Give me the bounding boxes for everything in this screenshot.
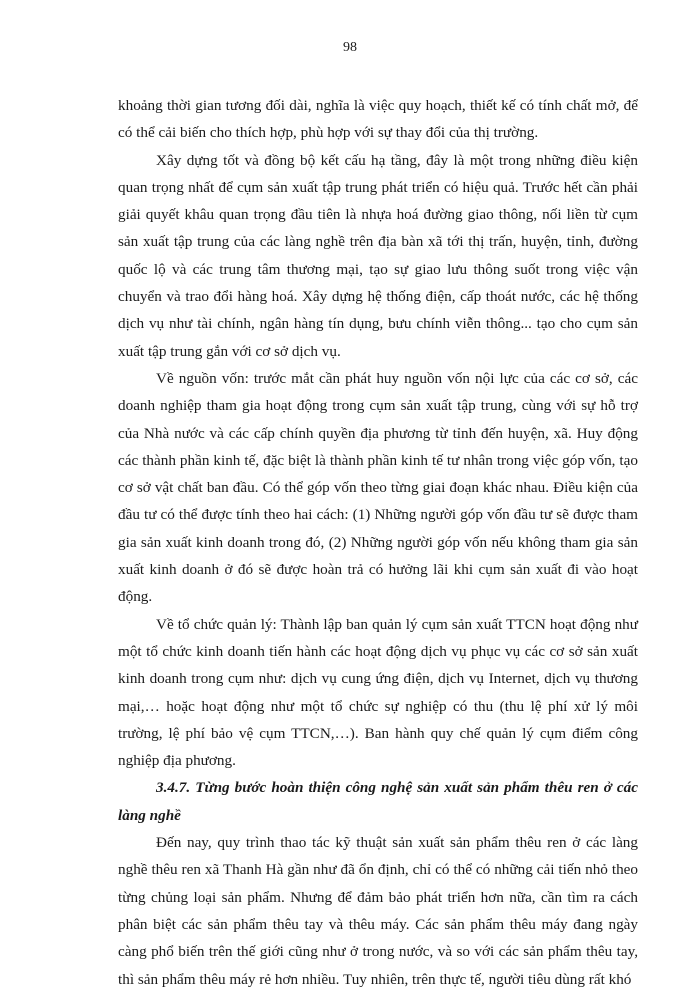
page-number: 98: [343, 40, 357, 55]
paragraph-technology: Đến nay, quy trình thao tác kỹ thuật sản xuất sản phẩm thêu ren ở các làng nghề thêu ren xã Thanh Hà gần như đã ổn định, chỉ có thể có những cải tiến nhỏ theo từng chủng loại sản phẩm. Nhưng để đảm bảo phát triển hơn nữa, cần tìm ra cách phân biệt các sản phẩm thêu tay và thêu máy. Các sản phẩm thêu máy đang ngày càng phổ biến trên thế giới cũng như ở trong nước, và so với các sản phẩm thêu tay, thì sản phẩm thêu máy rẻ hơn nhiều. Tuy nhiên, trên thực tế, người tiêu dùng rất khó: [118, 834, 638, 988]
paragraph-infrastructure: Xây dựng tốt và đồng bộ kết cấu hạ tầng, đây là một trong những điều kiện quan trọng nhất để cụm sản xuất tập trung phát triển có hiệu quả. Trước hết cần phải giải quyết khâu quan trọng đầu tiên là nhựa hoá đường giao thông, nối liền từ cụm sản xuất tập trung của các làng nghề trên địa bàn xã tới thị trấn, huyện, tỉnh, đường quốc lộ và các trung tâm thương mại, tạo sự giao lưu thông suốt trong việc vận chuyển và trao đổi hàng hoá. Xây dựng hệ thống điện, cấp thoát nước, các hệ thống dịch vụ như tài chính, ngân hàng tín dụng, bưu chính viễn thông... tạo cho cụm sản xuất tập trung gắn với cơ sở dịch vụ.: [118, 151, 638, 360]
section-heading: 3.4.7. Từng bước hoàn thiện công nghệ sản xuất sản phẩm thêu ren ở các làng nghề: [118, 779, 638, 824]
paragraph-continuation: khoảng thời gian tương đối dài, nghĩa là việc quy hoạch, thiết kế có tính chất mở, để có thể cải biến cho thích hợp, phù hợp với sự thay đổi của thị trường.: [118, 97, 638, 142]
paragraph-management: Về tổ chức quản lý: Thành lập ban quản lý cụm sản xuất TTCN hoạt động như một tổ chức kinh doanh tiến hành các hoạt động dịch vụ phục vụ các cơ sở sản xuất kinh doanh trong cụm như: dịch vụ cung ứng điện, dịch vụ Internet, dịch vụ thương mại,… hoặc hoạt động như một tổ chức sự nghiệp có thu (thu lệ phí xử lý môi trường, lệ phí bảo vệ cụm TTCN,…). Ban hành quy chế quản lý cụm điểm công nghiệp địa phương.: [118, 615, 638, 770]
document-body: [118, 92, 638, 993]
paragraph-capital: Về nguồn vốn: trước mắt cần phát huy nguồn vốn nội lực của các cơ sở, các doanh nghiệp tham gia hoạt động trong cụm sản xuất tập trung, cùng với sự hỗ trợ của Nhà nước và các cấp chính quyền địa phương từ tỉnh đến huyện, xã. Huy động các thành phần kinh tế, đặc biệt là thành phần kinh tế tư nhân trong việc góp vốn, tạo cơ sở vật chất ban đầu. Có thể góp vốn theo từng giai đoạn khác nhau. Điều kiện của đầu tư có thể được tính theo hai cách: (1) Những người góp vốn đầu tư sẽ được tham gia sản xuất kinh doanh trong đó, (2) Những người góp vốn nếu không tham gia sản xuất kinh doanh ở đó sẽ được hoàn trả có hưởng lãi khi cụm sản xuất đi vào hoạt động.: [118, 369, 638, 606]
